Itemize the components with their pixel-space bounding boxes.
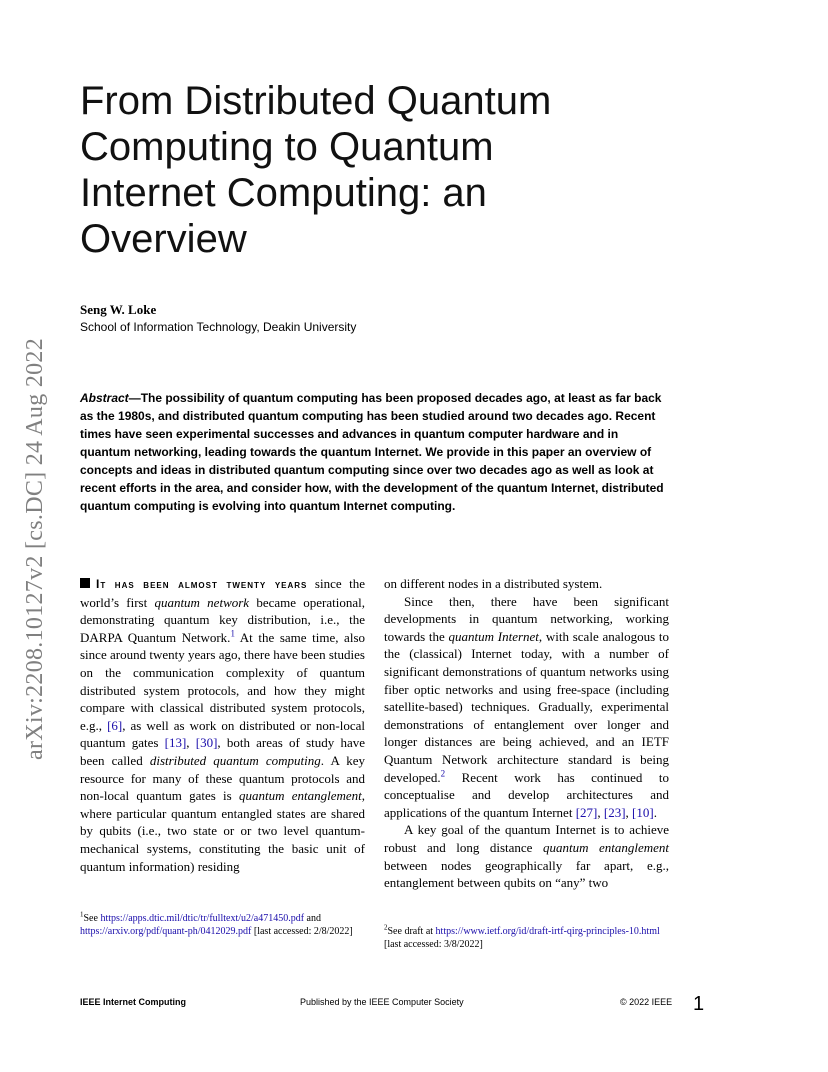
abstract [80,389,670,515]
citation-link[interactable]: [10] [632,804,654,820]
lead-square-icon [80,578,90,588]
citation-link[interactable]: [30] [195,735,218,751]
footer-journal: IEEE Internet Computing [80,997,187,1007]
footnote-url[interactable]: https://arxiv.org/pdf/quant-ph/0412029.pdf [80,926,252,937]
paper-title: From Distributed Quantum Computing to Quantum Internet Computing: an Overview [80,79,552,261]
footnote-2: $^2$See draft at https://www.ietf.org/id/draft-irtf-qirg-principles-10.html [last accessed: 3/8/2022] [384,923,660,950]
lead-small-caps: It has been almost twenty years [96,577,308,591]
footnote-1: $^1$See https://apps.dtic.mil/dtic/tr/fulltext/u2/a471450.pdf and https://arxiv.org/pdf/quant-ph/0412029.pdf [last accessed: 2/8/2022] [80,910,353,937]
footer-publisher: Published by the IEEE Computer Society [300,997,464,1007]
citation-link[interactable]: [23] [603,804,626,820]
citation-link[interactable]: [13] [164,735,187,751]
citation-link[interactable]: [6] [107,717,123,733]
intro-paragraph: It has been almost twenty years since the world’s first quantum network became operational, demonstrating quantum key distribution, i.e., the DARPA Quantum Network.$^1$ At the same time, also since around twenty years ago, there have been studies on the communication complexity of quantum distributed system protocols, and how they might compare with classical distributed system protocols, e.g., [6], as well as work on distributed or non-local quantum gates [13], [30], both areas of study have been called distributed quantum computing. A key resource for many of these quantum protocols and non-local quantum gates is quantum entanglement, where particular quantum entangled states are shared by qubits (i.e., two state or or two level quantum-mechanical systems, constituting the basic unit of quantum information) residing [80,576,366,874]
author-affiliation: School of Information Technology, Deakin University [80,320,357,334]
abstract-label: Abstract [80,391,129,405]
footnote-ref-1[interactable]: 1 [230,628,235,639]
body-column-right [384,575,669,892]
body-paragraph: Since then, there have been significant developments in quantum networking, working towards the quantum Internet, with scale analogous to the (classical) Internet today, with a number of significant demonstrations of quantum networks using fiber optic networks and using free-space (including satellite-based) techniques. Gradually, experimental demonstrations of entanglement over longer and longer distances are being achieved, and an IETF Quantum Network architecture standard is being developed.$^2$ Recent work has continued to conceptualise and develop architectures and applications of the quantum Internet [27], [23], [10]. [384,593,670,820]
footnote-ref-2[interactable]: 2 [440,768,446,779]
author-name: Seng W. Loke [80,302,157,317]
arxiv-identifier: arXiv:2208.10127v2 [cs.DC] 24 Aug 2022 [22,337,48,760]
continued-paragraph: on different nodes in a distributed system. [384,576,603,591]
body-paragraph: A key goal of the quantum Internet is to achieve robust and long distance quantum entanglement between nodes geographically far apart, e.g., entanglement between qubits on “any” two [384,822,669,891]
footnote-url[interactable]: https://www.ietf.org/id/draft-irtf-qirg-principles-10.html [435,926,660,937]
page-number: 1 [693,993,705,1015]
footer-copyright: © 2022 IEEE [620,997,673,1007]
citation-link[interactable]: [27] [575,804,598,820]
footnote-url[interactable]: https://apps.dtic.mil/dtic/tr/fulltext/u2/a471450.pdf [100,913,305,924]
body-column-left [80,575,365,875]
abstract-text: —The possibility of quantum computing has been proposed decades ago, at least as far back as the 1980s, and distributed quantum computing has been studied around two decades ago. Recent times have seen experimental successes and advances in quantum computer hardware and in quantum networking, leading towards the quantum Internet. We provide in this paper an overview of concepts and ideas in distributed quantum computing since over two decades ago as well as look at recent efforts in the area, and consider how, with the development of the quantum Internet, distributed quantum computing is evolving into quantum Internet computing. [80,391,664,513]
